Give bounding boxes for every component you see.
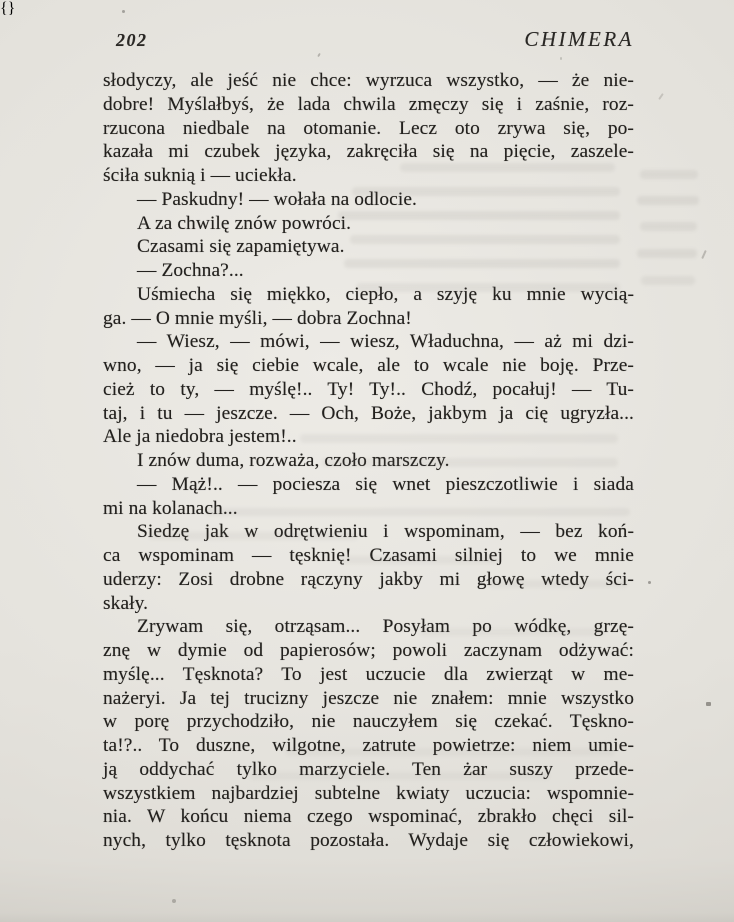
text-line: znę w dymie od papierosów; powoli zaczynam odżywać: <box>103 640 634 661</box>
text-line: kazała mi czubek języka, zakręciła się na pięcie, zaszele- <box>103 141 634 163</box>
text-line: skały. <box>103 592 149 614</box>
text-line: nych, tylko tęsknota pozostała. Wydaje się człowiekowi, <box>103 830 634 851</box>
text-line: I znów duma, rozważa, czoło marszczy. <box>137 450 450 471</box>
text-line: wszystkiem najbardziej subtelne kwiaty uczucia: wspomnie- <box>103 782 634 804</box>
text-line: Zrywam się, otrząsam... Posyłam po wódkę, grzę- <box>137 616 634 638</box>
text-line: mi na kolanach... <box>103 497 238 519</box>
text-line: słodyczy, ale jeść nie chce: wyrzuca wszystko, — że nie- <box>103 70 634 91</box>
journal-title: CHIMERA <box>524 27 634 51</box>
text-line: nia. W końcu niema czego wspominać, zbrakło chęci sil- <box>103 806 634 828</box>
text-line: Uśmiecha się miękko, ciepło, a szyję ku mnie wycią- <box>137 283 634 305</box>
page-header <box>103 27 634 55</box>
text-line: ściła suknią i — uciekła. <box>103 165 297 186</box>
text-line: w porę przychodziło, nie nauczyłem się czekać. Tęskno- <box>103 711 634 733</box>
text-body <box>103 69 634 853</box>
bleed-through-ghosts: {} <box>0 0 734 18</box>
text-line: dobre! Myślałbyś, że lada chwila zmęczy się i zaśnie, roz- <box>103 93 634 115</box>
text-line: ga. — O mnie myśli, — dobra Zochna! <box>103 307 412 329</box>
text-line: wno, — ja się ciebie wcale, ale to wcale nie boję. Prze- <box>103 355 634 376</box>
text-line: Ale ja niedobra jestem!.. <box>103 426 297 448</box>
text-line: ta!?.. To duszne, wilgotne, zatrute powietrze: niem umie- <box>103 735 634 756</box>
text-line: Czasami się zapamiętywa. <box>137 236 345 258</box>
text-line: cież to ty, — myślę!.. Ty! Ty!.. Chodź, pocałuj! — Tu- <box>103 378 634 400</box>
text-line: uderzy: Zosi drobne rączyny jakby mi głowę wtedy ści- <box>103 568 634 590</box>
text-line: A za chwilę znów powróci. <box>137 212 352 234</box>
text-line: — Mąż!.. — pociesza się wnet pieszczotliwie i siada <box>137 473 634 495</box>
text-line: taj, i tu — jeszcze. — Och, Boże, jakbym ja cię ugryzła... <box>103 402 634 424</box>
text-line: ca wspominam — tęsknię! Czasami silniej to we mnie <box>103 545 634 566</box>
text-line: — Wiesz, — mówi, — wiesz, Właduchna, — aż mi dzi- <box>137 331 634 353</box>
text-line: myślę... Tęsknota? To jest uczucie dla zwierząt w me- <box>103 663 634 685</box>
text-line: rzucona niedbale na otomanie. Lecz oto zrywa się, po- <box>103 117 634 139</box>
text-line: ją oddychać tylko marzyciele. Ten żar suszy przede- <box>103 758 634 780</box>
text-line: nażeryi. Ja tej trucizny jeszcze nie znałem: mnie wszystko <box>103 687 634 709</box>
text-line: — Paskudny! — wołała na odlocie. <box>137 188 417 210</box>
text-line: Siedzę jak w odrętwieniu i wspominam, — bez koń- <box>137 521 634 543</box>
text-line: — Zochna?... <box>137 260 244 281</box>
page-number: 202 <box>116 30 148 50</box>
